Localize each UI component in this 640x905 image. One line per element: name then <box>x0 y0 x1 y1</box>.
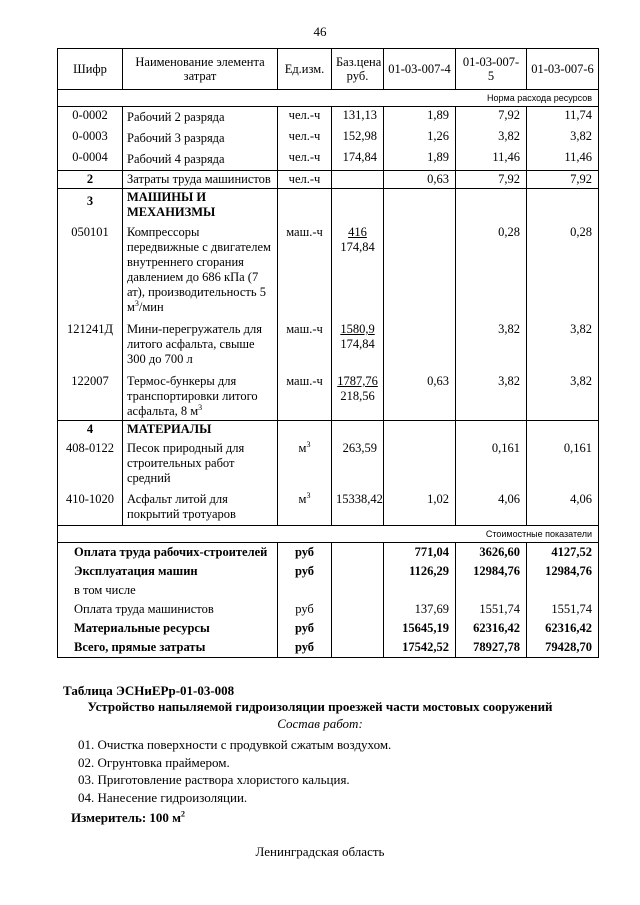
machine-v3: 0,28 <box>527 221 599 316</box>
cost-row <box>58 581 599 600</box>
norm-row <box>58 90 599 107</box>
machine-row <box>58 221 599 316</box>
cost-price <box>332 600 384 619</box>
cost-price <box>332 562 384 581</box>
labor-v3: 11,46 <box>527 149 599 171</box>
labor-price: 131,13 <box>332 107 384 129</box>
labor-name: Рабочий 4 разряда <box>123 149 278 171</box>
material-row <box>58 438 599 489</box>
cost-label-row <box>58 526 599 543</box>
material-unit-text: м <box>298 441 307 455</box>
material-price: 15338,42 <box>332 489 384 526</box>
materials-section-num: 4 <box>58 421 123 439</box>
cost-v2: 62316,42 <box>456 619 527 638</box>
machines-section-row <box>58 189 599 222</box>
machine-v3: 3,82 <box>527 368 599 421</box>
cost-price <box>332 543 384 563</box>
labor-v3: 11,74 <box>527 107 599 129</box>
machine-unit: маш.-ч <box>278 221 332 316</box>
cost-name: Всего, прямые затраты <box>58 638 278 658</box>
cost-row <box>58 600 599 619</box>
machinists-v2: 7,92 <box>456 171 527 189</box>
machinists-price <box>332 171 384 189</box>
cost-v1 <box>384 581 456 600</box>
header-col1: 01-03-007-4 <box>384 49 456 90</box>
cost-row <box>58 562 599 581</box>
machine-name-sup: 3 <box>198 402 203 412</box>
machinists-code: 2 <box>58 171 123 189</box>
cost-v3: 4127,52 <box>527 543 599 563</box>
header-col2: 01-03-007-5 <box>456 49 527 90</box>
machinists-v3: 7,92 <box>527 171 599 189</box>
header-unit: Ед.изм. <box>278 49 332 90</box>
labor-code: 0-0002 <box>58 107 123 129</box>
machine-v2: 0,28 <box>456 221 527 316</box>
cost-v1: 137,69 <box>384 600 456 619</box>
header-col3: 01-03-007-6 <box>527 49 599 90</box>
cost-name: Оплата труда машинистов <box>58 600 278 619</box>
labor-v2: 11,46 <box>456 149 527 171</box>
cost-row <box>58 619 599 638</box>
machine-name-text: Компрессоры передвижные с двигателем внутреннего сгорания давлением до 686 кПа (7 ат), производительность 5 м <box>127 225 271 314</box>
resource-table <box>57 48 599 658</box>
machine-unit: маш.-ч <box>278 368 332 421</box>
cost-row <box>58 543 599 563</box>
machinists-v1: 0,63 <box>384 171 456 189</box>
labor-row <box>58 107 599 129</box>
work-item: 01. Очистка поверхности с продувкой сжатым воздухом. <box>78 737 392 752</box>
cost-v2: 78927,78 <box>456 638 527 658</box>
works-title: Состав работ: <box>277 716 363 731</box>
machine-v3: 3,82 <box>527 316 599 368</box>
labor-v1: 1,89 <box>384 107 456 129</box>
page-number: 46 <box>313 24 327 39</box>
cost-unit: руб <box>278 562 332 581</box>
header-code: Шифр <box>58 49 123 90</box>
cost-v1: 15645,19 <box>384 619 456 638</box>
cost-v3: 62316,42 <box>527 619 599 638</box>
material-v2: 4,06 <box>456 489 527 526</box>
cost-label: Стоимостные показатели <box>58 526 599 543</box>
materials-section-title: МАТЕРИАЛЫ <box>123 421 278 439</box>
cost-v1: 1126,29 <box>384 562 456 581</box>
cost-row <box>58 638 599 658</box>
cost-v2: 3626,60 <box>456 543 527 563</box>
labor-row <box>58 149 599 171</box>
machine-price <box>332 316 384 368</box>
machine-name <box>123 316 278 368</box>
material-unit <box>278 489 332 526</box>
table-subtitle: Устройство напыляемой гидроизоляции проезжей части мостовых сооружений <box>87 699 553 714</box>
machine-v1 <box>384 221 456 316</box>
cost-v2: 12984,76 <box>456 562 527 581</box>
material-name: Песок природный для строительных работ средний <box>123 438 278 489</box>
labor-code: 0-0004 <box>58 149 123 171</box>
cost-unit: руб <box>278 638 332 658</box>
cost-name: Эксплуатация машин <box>58 562 278 581</box>
table-title: Таблица ЭСНиЕРр-01-03-008 <box>63 683 235 698</box>
material-row <box>58 489 599 526</box>
cost-v2: 1551,74 <box>456 600 527 619</box>
machine-name-text: Мини-перегружатель для литого асфальта, свыше 300 до 700 л <box>127 322 262 366</box>
machinists-row <box>58 171 599 189</box>
material-v1: 1,02 <box>384 489 456 526</box>
machine-row <box>58 368 599 421</box>
machine-price-wage: 218,56 <box>340 389 375 403</box>
labor-unit: чел.-ч <box>278 107 332 129</box>
meter <box>71 810 185 826</box>
machines-rows <box>58 221 599 421</box>
header-name: Наименование элемента затрат <box>123 49 278 90</box>
cost-name: Материальные ресурсы <box>58 619 278 638</box>
machinists-unit: чел.-ч <box>278 171 332 189</box>
material-code: 408-0122 <box>58 438 123 489</box>
material-v1 <box>384 438 456 489</box>
machine-price <box>332 221 384 316</box>
machine-price-wage: 174,84 <box>340 337 375 351</box>
material-unit-sup: 3 <box>306 490 311 500</box>
meter-sup: 2 <box>181 809 186 819</box>
machines-section-num: 3 <box>58 189 123 222</box>
header-price: Баз.цена руб. <box>332 49 384 90</box>
machine-code: 122007 <box>58 368 123 421</box>
labor-v3: 3,82 <box>527 128 599 149</box>
cost-unit: руб <box>278 619 332 638</box>
labor-code: 0-0003 <box>58 128 123 149</box>
materials-section-row <box>58 421 599 439</box>
labor-v1: 1,26 <box>384 128 456 149</box>
labor-rows <box>58 107 599 171</box>
labor-name: Рабочий 2 разряда <box>123 107 278 129</box>
cost-unit <box>278 581 332 600</box>
material-v3: 0,161 <box>527 438 599 489</box>
machine-row <box>58 316 599 368</box>
machine-unit: маш.-ч <box>278 316 332 368</box>
works-list <box>78 736 391 806</box>
cost-v3: 1551,74 <box>527 600 599 619</box>
material-name: Асфальт литой для покрытий тротуаров <box>123 489 278 526</box>
table-header <box>58 49 599 90</box>
work-item: 03. Приготовление раствора хлористого кальция. <box>78 772 350 788</box>
machine-price <box>332 368 384 421</box>
machine-name-tail: /мин <box>138 300 164 314</box>
cost-v3 <box>527 581 599 600</box>
region: Ленинградская область <box>255 844 385 859</box>
machinists-name: Затраты труда машинистов <box>123 171 278 189</box>
machine-price-base: 1787,76 <box>337 374 378 388</box>
meter-label: Измеритель: 100 м <box>71 810 182 825</box>
machine-code: 121241Д <box>58 316 123 368</box>
cost-unit: руб <box>278 543 332 563</box>
machine-v1 <box>384 316 456 368</box>
material-unit-sup: 3 <box>306 439 311 449</box>
labor-v2: 7,92 <box>456 107 527 129</box>
cost-name: в том числе <box>58 581 278 600</box>
work-item: 04. Нанесение гидроизоляции. <box>78 789 248 805</box>
machine-v1: 0,63 <box>384 368 456 421</box>
cost-v3: 12984,76 <box>527 562 599 581</box>
labor-v1: 1,89 <box>384 149 456 171</box>
cost-v1: 17542,52 <box>384 638 456 658</box>
norm-label: Норма расхода ресурсов <box>58 90 599 107</box>
labor-v2: 3,82 <box>456 128 527 149</box>
labor-unit: чел.-ч <box>278 149 332 171</box>
material-price: 263,59 <box>332 438 384 489</box>
labor-row <box>58 128 599 149</box>
cost-v1: 771,04 <box>384 543 456 563</box>
labor-price: 152,98 <box>332 128 384 149</box>
cost-price <box>332 619 384 638</box>
work-item: 02. Огрунтовка праймером. <box>78 754 230 770</box>
material-v3: 4,06 <box>527 489 599 526</box>
labor-name: Рабочий 3 разряда <box>123 128 278 149</box>
materials-rows <box>58 438 599 526</box>
machine-price-base: 1580,9 <box>340 322 375 336</box>
material-v2: 0,161 <box>456 438 527 489</box>
machine-price-base: 416 <box>348 225 367 239</box>
cost-v3: 79428,70 <box>527 638 599 658</box>
material-code: 410-1020 <box>58 489 123 526</box>
machine-code: 050101 <box>58 221 123 316</box>
cost-v2 <box>456 581 527 600</box>
material-unit <box>278 438 332 489</box>
cost-price <box>332 581 384 600</box>
cost-unit: руб <box>278 600 332 619</box>
labor-price: 174,84 <box>332 149 384 171</box>
machine-name-text: Термос-бункеры для транспортировки литого асфальта, 8 м <box>127 374 258 418</box>
machines-section-title: МАШИНЫ И МЕХАНИЗМЫ <box>123 189 278 222</box>
machine-v2: 3,82 <box>456 316 527 368</box>
machine-price-wage: 174,84 <box>340 240 375 254</box>
machine-name <box>123 221 278 316</box>
machine-name-sup: 3 <box>134 298 139 308</box>
labor-unit: чел.-ч <box>278 128 332 149</box>
cost-price <box>332 638 384 658</box>
cost-rows <box>58 543 599 658</box>
material-unit-text: м <box>298 492 307 506</box>
machine-name <box>123 368 278 421</box>
machine-v2: 3,82 <box>456 368 527 421</box>
cost-name: Оплата труда рабочих-строителей <box>58 543 278 563</box>
